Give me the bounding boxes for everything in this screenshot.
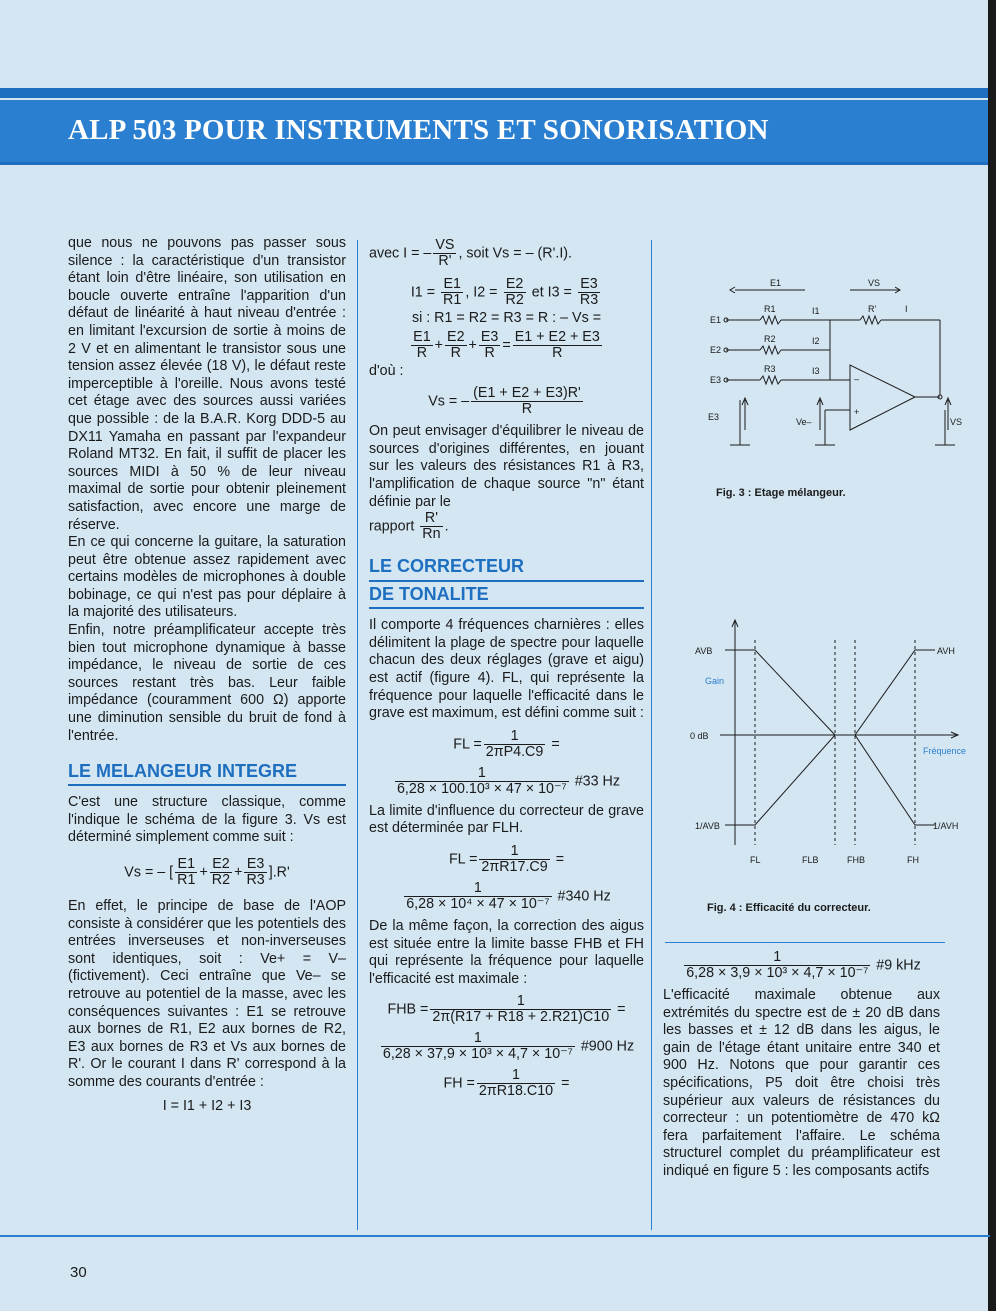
label-fhb: FHB — [847, 855, 865, 865]
label-e1-arrow: E1 — [770, 278, 782, 288]
column-divider — [651, 240, 652, 1230]
paragraph: que nous ne pouvons pas passer sous silence : la caractéristique d'un transistor étant loin d'être linéaire, son utilisation en boucle ouverte entraîne l'apparition d'un défaut de linéarité à haut niveau d'entrée : en limitant l'excursion de sortie à moins de 2 V et en alimentant le transistor sous une tension assez élevée (18 V), le défaut reste imperceptible à l'oreille. Nous avons testé cet étage avec des sources aussi variées que possible : de la B.A.R. Korg DDD-5 au DX11 Yamaha en passant par l'expandeur Roland MT32. En fait, il suffit de placer les sources MIDI à 50 % de leur niveau maximal de sortie pour obtenir pleinement satisfaction, avec encore une marge de réserve. — [68, 235, 346, 533]
ratio-line: rapport $\frac{R'}{Rn}$ . — [369, 510, 449, 543]
section-heading: LE MELANGEUR INTEGRE — [68, 757, 346, 786]
equation-fhb: FHB = $\frac{1}{2\pi(R17 + R18 + 2.R21)C10}$ = — [387, 993, 626, 1026]
column-2 — [369, 238, 644, 1105]
label-minus-input: – — [854, 374, 860, 384]
label-e3-source: E3 — [708, 412, 720, 422]
page-edge — [988, 0, 996, 1311]
label-e3: E3 — [710, 375, 722, 385]
label-e1: E1 — [710, 315, 722, 325]
paragraph: Il comporte 4 fréquences charnières : elles délimitent la plage de spectre pour laquelle chacun des deux réglages (grave et aigu) est actif (figure 4). FL, qui représente la fréquence pour laquelle l'efficacité dans le grave est maximum, est défini comme suit : — [369, 617, 644, 722]
column-3 — [663, 950, 940, 1181]
equation-fh-result: $\frac{1}{\text{6,28 × 3,9 × 10³ × 4,7 × 10⁻⁷}}$ #9 kHz — [686, 949, 921, 981]
paragraph: La limite d'influence du correcteur de grave est déterminée par FLH. — [369, 802, 644, 837]
equation-fl-result: $\frac{1}{\text{6,28 × 100.10³ × 47 × 10⁻⁷}}$ #33 Hz — [396, 764, 621, 797]
page-title: ALP 503 POUR INSTRUMENTS ET SONORISATION — [68, 114, 769, 146]
paragraph: Enfin, notre préamplificateur accepte très bien tout microphone dynamique à basse impédance, le niveau de sortie de ces sources restant très bas. Leur faible impédance (couramment 600 Ω) apporte une diminution sensible du bruit de fond à l'entrée. — [68, 622, 346, 744]
paragraph: C'est une structure classique, comme l'indique le schéma de la figure 3. Vs est déterminé simplement comme suit : — [68, 794, 346, 846]
top-band — [0, 88, 996, 98]
figure-divider — [665, 942, 945, 943]
equation-condition: si : R1 = R2 = R3 = R : – Vs = — [411, 310, 602, 326]
label-r3: R3 — [764, 364, 776, 374]
label-fh: FH — [907, 855, 919, 865]
equation-flh: FL = $\frac{1}{2\pi R17.C9}$ = — [448, 842, 565, 875]
label-i3: I3 — [812, 366, 820, 376]
equation-vs-result: Vs = – $\frac{(E1 + E2 + E3)R'}{R}$ — [428, 385, 581, 418]
section-heading: LE CORRECTEUR DE TONALITE — [369, 552, 644, 609]
paragraph: L'efficacité maximale obtenue aux extrémités du spectre est de ± 20 dB dans les basses et ± 12 dB dans les aigus, le gain de l'étage étant unitaire entre 340 et 900 Hz. Notons que pour garantir ces spécifications, P5 doit être choisi très supérieur aux valeurs de résistances du correcteur : un potentiomètre de 470 kΩ fera parfaitement l'affaire. Le schéma structurel complet du préamplificateur est indiqué en figure 5 : les composants actifs — [663, 987, 940, 1179]
equation-flh-result: $\frac{1}{\text{6,28 × 10⁴ × 47 × 10⁻⁷}}$ #340 Hz — [406, 879, 611, 912]
equation-vs: Vs = – [ $\frac{E1}{R1}$ + $\frac{E2}{R2}$ + $\frac{E3}{R3}$ ].R' — [124, 856, 290, 888]
figure-3-mixer-schematic — [700, 270, 970, 470]
column-divider — [357, 240, 358, 1230]
label-r-prime: R' — [868, 304, 877, 314]
label-fl: FL — [750, 855, 761, 865]
equation-fh: FH = $\frac{1}{2\pi R18.C10}$ = — [443, 1067, 570, 1100]
label-flb: FLB — [802, 855, 819, 865]
paragraph: De la même façon, la correction des aigus est située entre la limite basse FHB et FH qui représente la fréquence pour laquelle l'efficacité est maximale : — [369, 917, 644, 987]
column-1 — [68, 235, 346, 1121]
header-underline — [0, 162, 990, 165]
label-gain: Gain — [705, 676, 725, 686]
label-i2: I2 — [812, 336, 820, 346]
equation-fl: FL = $\frac{1}{2\pi P4.C9}$ = — [453, 727, 560, 760]
label-ve: Ve– — [796, 417, 812, 427]
figure-3-caption: Fig. 3 : Etage mélangeur. — [716, 487, 846, 499]
page-number: 30 — [70, 1264, 87, 1281]
label-vs: VS — [950, 417, 963, 427]
label-frequence: Fréquence — [923, 746, 967, 756]
equation-current: avec I = – $\frac{VS}{R'}$ , soit Vs = – (R'.I). — [369, 237, 573, 269]
label-i1: I1 — [812, 306, 820, 316]
figure-4-corrector-efficiency — [690, 615, 970, 875]
label-vs-arrow: VS — [868, 278, 881, 288]
label-plus-input: + — [854, 407, 860, 417]
equation-sum: $\frac{E1}{R}$ + $\frac{E2}{R}$ + $\frac{E3}{R}$ = $\frac{E1 + E2 + E3}{R}$ — [413, 328, 600, 361]
equation-currents: I1 = $\frac{E1}{R1}$ , I2 = $\frac{E2}{R2}$ et I3 = $\frac{E3}{R3}$ — [410, 276, 599, 308]
label-e2: E2 — [710, 345, 722, 355]
label-avb: AVB — [695, 646, 713, 656]
header-banner — [0, 100, 990, 162]
label-0db: 0 dB — [690, 731, 709, 741]
label-1-over-avh: 1/AVH — [933, 821, 959, 831]
label-i: I — [905, 304, 908, 314]
equation-current-sum: I = I1 + I2 + I3 — [162, 1097, 252, 1114]
label-avh: AVH — [937, 646, 955, 656]
paragraph: En effet, le principe de base de l'AOP consiste à considérer que les potentiels des entrées inverseuses et non-inverseuses sont identiques, soit : Ve+ = V– (fictivement). Ceci entraîne que Ve– se retrouve au potentiel de la masse, avec les conséquences suivantes : E1 se retrouve aux bornes de R1, E2 aux bornes de R2, E3 aux bornes de R3 et Vs aux bornes de R'. Or le courant I dans R' correspond à la somme des courants d'entrée : — [68, 898, 346, 1090]
label-1-over-avb: 1/AVB — [695, 821, 720, 831]
paragraph: En ce qui concerne la guitare, la saturation peut être obtenue assez rapidement avec certains modèles de microphones à double bobinage, ce qui n'est pas pour déplaire à la majorité des utilisateurs. — [68, 534, 346, 621]
bottom-rule — [0, 1235, 990, 1237]
label-r1: R1 — [764, 304, 776, 314]
text-dou: d'où : — [369, 362, 404, 379]
figure-4-caption: Fig. 4 : Efficacité du correcteur. — [707, 902, 871, 914]
equation-fhb-result: $\frac{1}{\text{6,28 × 37,9 × 10³ × 4,7 × 10⁻⁷}}$ #900 Hz — [382, 1030, 635, 1063]
label-r2: R2 — [764, 334, 776, 344]
paragraph: On peut envisager d'équilibrer le niveau de sources d'origines différentes, en jouant sur les valeurs des résistances R1 à R3, l'amplification de chaque source "n" étant définie par le — [369, 423, 644, 510]
